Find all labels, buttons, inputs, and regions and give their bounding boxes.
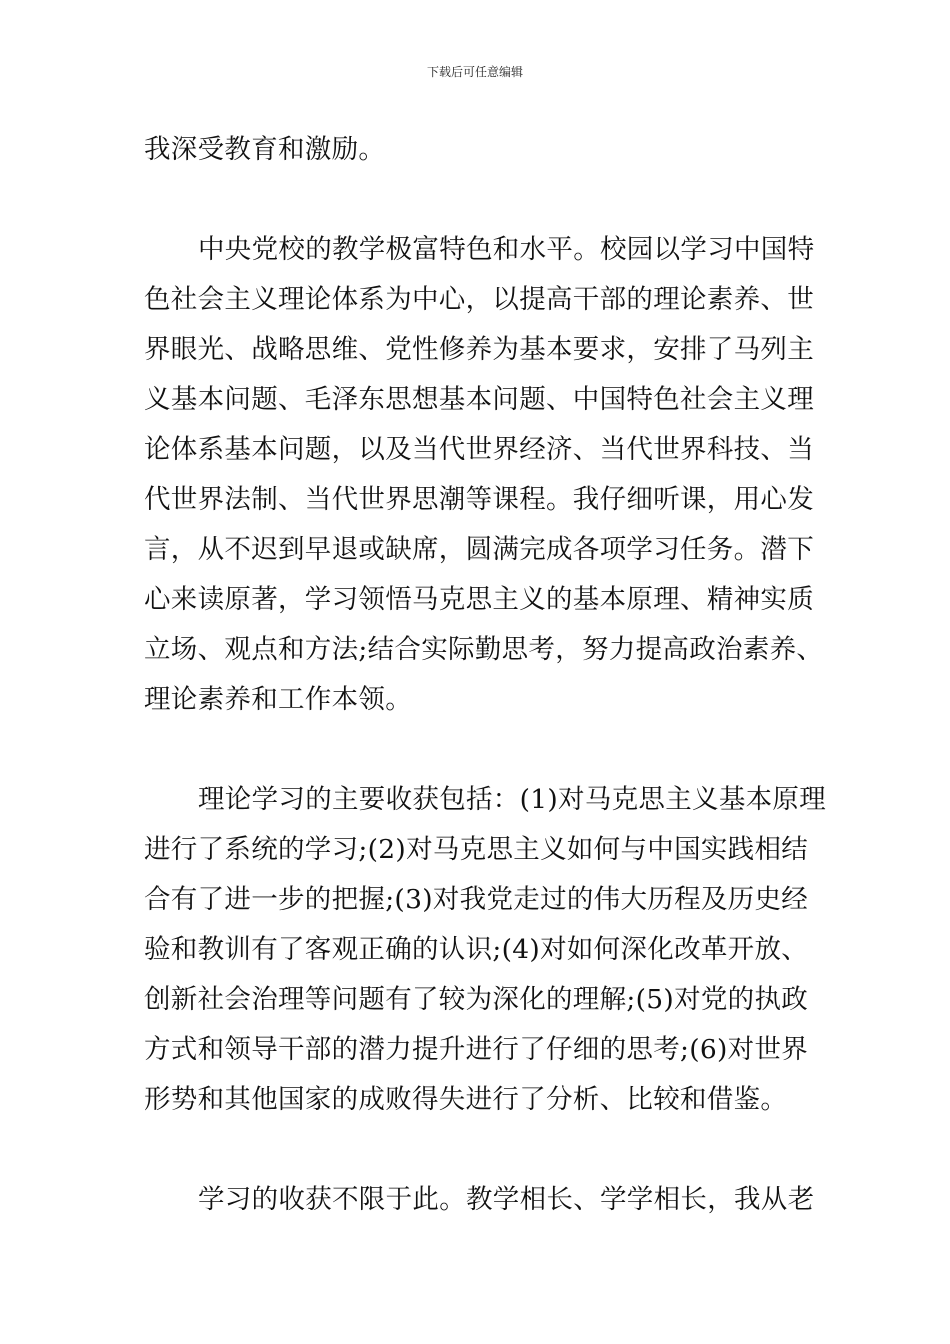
text-line: 心来读原著，学习领悟马克思主义的基本原理、精神实质 [144,584,814,615]
text-line: 我深受教育和激励。 [144,134,386,165]
text-line: 义基本问题、毛泽东思想基本问题、中国特色社会主义理 [144,384,814,415]
text-line: 进行了系统的学习;(2)对马克思主义如何与中国实践相结 [144,834,809,865]
text-line: 验和教训有了客观正确的认识;(4)对如何深化改革开放、 [144,934,809,965]
text-line: 合有了进一步的把握;(3)对我党走过的伟大历程及历史经 [144,884,809,915]
text-line: 立场、观点和方法;结合实际勤思考，努力提高政治素养、 [144,634,824,665]
text-line: 形势和其他国家的成败得失进行了分析、比较和借鉴。 [144,1084,788,1115]
text-line: 代世界法制、当代世界思潮等课程。我仔细听课，用心发 [144,484,814,515]
paragraph-first-line: 学习的收获不限于此。教学相长、学学相长，我从老 [198,1184,815,1215]
text-line: 界眼光、战略思维、党性修养为基本要求，安排了马列主 [144,334,814,365]
text-line: 创新社会治理等问题有了较为深化的理解;(5)对党的执政 [144,984,809,1015]
page-header: 下载后可任意编辑 [426,65,523,79]
text-line: 论体系基本问题，以及当代世界经济、当代世界科技、当 [144,434,814,465]
text-line: 方式和领导干部的潜力提升进行了仔细的思考;(6)对世界 [144,1034,809,1065]
text-line: 色社会主义理论体系为中心，以提高干部的理论素养、世 [144,284,814,315]
text-line: 言，从不迟到早退或缺席，圆满完成各项学习任务。潜下 [144,534,814,565]
paragraph-first-line: 中央党校的教学极富特色和水平。校园以学习中国特 [198,234,815,265]
paragraph-first-line: 理论学习的主要收获包括：(1)对马克思主义基本原理 [198,784,827,815]
text-line: 理论素养和工作本领。 [144,684,412,715]
